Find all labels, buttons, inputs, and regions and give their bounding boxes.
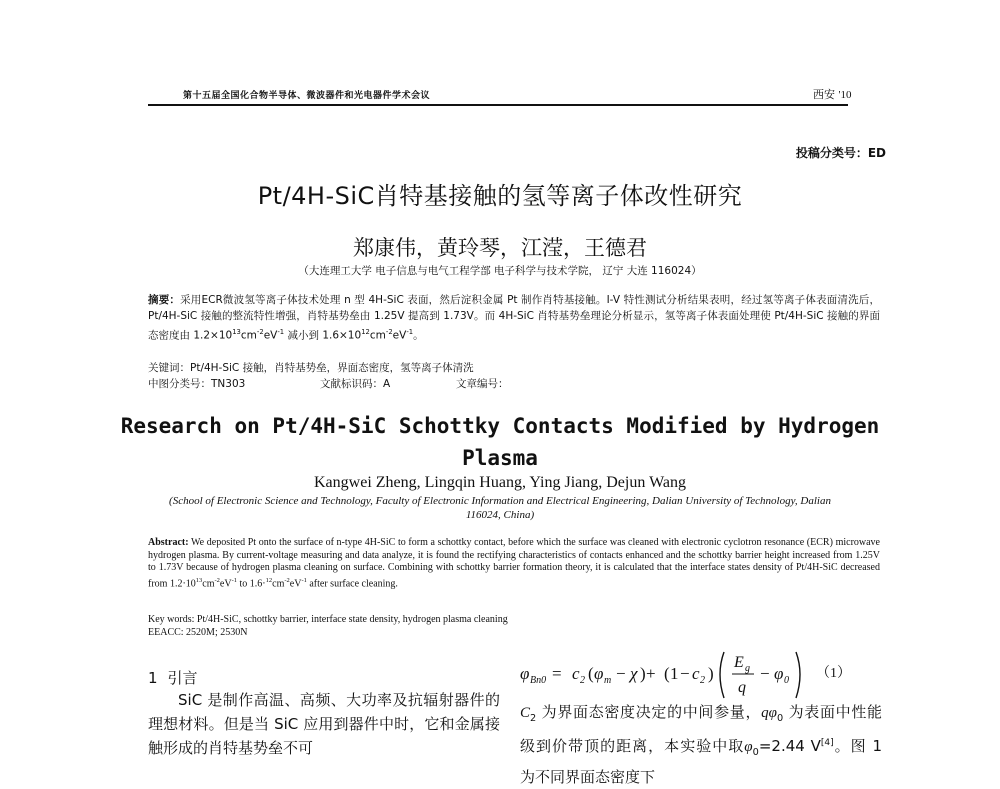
eq-big-paren-right bbox=[796, 652, 800, 698]
exp: -2 bbox=[256, 328, 264, 336]
unit: cm bbox=[272, 578, 285, 590]
unit: cm bbox=[240, 329, 257, 342]
eq-phi-m: φ bbox=[594, 664, 604, 683]
exp: 13 bbox=[232, 328, 241, 336]
header-divider bbox=[148, 104, 848, 106]
right-text: 为界面态密度决定的中间参量， bbox=[536, 703, 762, 721]
right-text: 为表面中性能级到价带顶的距离，本实验中取 bbox=[520, 703, 882, 755]
english-title-line1: Research on Pt/4H-SiC Schottky Contacts Modified by Hydrogen bbox=[120, 414, 880, 438]
qphi-sub: 0 bbox=[776, 713, 784, 724]
header-conference: 第十五届全国化合物半导体、微波器件和光电器件学术会议 bbox=[183, 91, 431, 101]
eq-minus: − bbox=[616, 664, 626, 683]
chinese-abstract bbox=[148, 292, 880, 344]
eq-number: （1） bbox=[816, 666, 851, 681]
exp: 12 bbox=[361, 328, 370, 336]
qphi-symbol: qφ bbox=[761, 705, 777, 721]
exp: -2 bbox=[385, 328, 393, 336]
exp: -2 bbox=[214, 576, 220, 584]
english-title-line2: Plasma bbox=[462, 446, 538, 470]
reference: [4] bbox=[820, 738, 834, 748]
eq-big-paren-left bbox=[720, 652, 724, 698]
section-heading bbox=[148, 667, 198, 688]
eq-chi: χ bbox=[630, 664, 638, 683]
eq-eg-sub: g bbox=[745, 663, 750, 674]
unit: eV bbox=[289, 578, 302, 590]
c2-sub: 2 bbox=[530, 713, 537, 724]
eq-lhs-sub: Bn0 bbox=[530, 675, 547, 686]
english-keywords-label: Key words: bbox=[148, 614, 195, 625]
phi0-sub: 0 bbox=[752, 747, 759, 758]
chinese-affiliation: （大连理工大学 电子信息与电气工程学部 电子科学与技术学院， 辽宁 大连 116024） bbox=[298, 265, 702, 277]
chinese-abstract-text: 采用ECR微波氢等离子体技术处理 n 型 4H-SiC 表面，然后淀积金属 Pt 制作肖特基接触。I-V 特性测试分析结果表明，经过氢等离子体表面清洗后，Pt/4H-SiC 接触的整流特性增强，肖特基势垒由 1.25V 提高到 1.73V。而 4H-SiC 肖特基势垒理论分析显示，氢等离子体表面处理使 Pt/4H-SiC 接触的界面态密度由 1.2×10 bbox=[148, 294, 881, 342]
eq-c: c bbox=[572, 664, 580, 683]
english-keywords bbox=[148, 614, 508, 627]
english-title bbox=[0, 410, 1000, 474]
eq-c2-sub: 2 bbox=[700, 675, 705, 686]
english-abstract-text: to 1.6· bbox=[237, 578, 266, 590]
eq-one: 1 bbox=[670, 664, 679, 683]
eq-lhs: φ bbox=[520, 664, 530, 683]
header-location-year bbox=[813, 86, 851, 102]
eq-minus: − bbox=[680, 664, 690, 683]
chinese-authors: 郑康伟，黄玲琴，江滢，王德君 bbox=[353, 236, 647, 260]
unit: cm bbox=[202, 578, 215, 590]
eeacc-codes: EEACC: 2520M; 2530N bbox=[148, 627, 248, 638]
introduction-paragraph bbox=[148, 688, 500, 760]
eq-phi-m-sub: m bbox=[604, 675, 612, 686]
eq-paren: ) bbox=[708, 664, 714, 683]
eq-plus: + bbox=[646, 664, 656, 683]
introduction-text: SiC 是制作高温、高频、大功率及抗辐射器件的理想材料。但是当 SiC 应用到器件中时，它和金属接触形成的肖特基势垒不可 bbox=[148, 691, 500, 757]
eq-minus: − bbox=[760, 664, 770, 683]
eq-paren: ( bbox=[664, 664, 670, 683]
eq-c-sub: 2 bbox=[580, 675, 585, 686]
header-year: '10 bbox=[838, 89, 852, 101]
eq-paren: ) bbox=[640, 664, 646, 683]
eq-c2: c bbox=[692, 664, 700, 683]
chinese-abstract-label: 摘要： bbox=[148, 294, 181, 306]
eq-paren: ( bbox=[588, 664, 594, 683]
unit: eV bbox=[392, 329, 407, 342]
exp: 12 bbox=[265, 576, 273, 584]
english-abstract-text: after surface cleaning. bbox=[306, 578, 398, 590]
english-abstract bbox=[148, 537, 880, 591]
classification-code: 投稿分类号：ED bbox=[795, 146, 886, 160]
exp: -1 bbox=[231, 576, 238, 584]
unit: cm bbox=[369, 329, 386, 342]
phi0-symbol: φ bbox=[744, 739, 753, 755]
header-location: 西安 bbox=[813, 88, 835, 101]
english-abstract-text: We deposited Pt onto the surface of n-type 4H-SiC to form a schottky contact, before which the surface was cleaned with electronic cyclotron resonance (ECR) microwave hydrogen plasma. By current-voltage measuring and data analyze, it is found the rectifying characteristics of contacts enhanced and the schottky barrier height increased from 1.25V to 1.73V because of hydrogen plasma cleaning on surface. Combining with schottky barrier formation theory, it is calculated that the interface states density of Pt/4H-SiC decreased from 1.2·10 bbox=[148, 537, 880, 590]
section-number: 1 bbox=[148, 669, 158, 687]
eq-equals: = bbox=[552, 664, 562, 683]
exp: 13 bbox=[195, 576, 203, 584]
document-code: 文献标识码：A bbox=[320, 378, 391, 390]
unit: eV bbox=[263, 329, 278, 342]
eq-phi0: φ bbox=[774, 664, 784, 683]
english-authors: Kangwei Zheng, Lingqin Huang, Ying Jiang, Dejun Wang bbox=[314, 474, 686, 491]
unit: eV bbox=[219, 578, 232, 590]
chinese-keywords-text: Pt/4H-SiC 接触，肖特基势垒，界面态密度，氢等离子体清洗 bbox=[190, 362, 474, 374]
exp: -1 bbox=[301, 576, 307, 584]
equation-1 bbox=[520, 646, 870, 702]
right-text: 。图 1 为不同界面态密度下 bbox=[520, 737, 883, 786]
exp: -1 bbox=[277, 328, 285, 336]
chinese-keywords bbox=[148, 360, 474, 376]
chinese-abstract-text: 减小到 1.6×10 bbox=[284, 329, 362, 342]
c2-symbol: C bbox=[520, 705, 531, 721]
right-text: =2.44 V bbox=[758, 737, 821, 755]
english-affiliation: (School of Electronic Science and Technology, Faculty of Electronic Information and Electrical Engineering, Dalian University of Technology, Dalian 116024, China) bbox=[169, 495, 831, 521]
exp: -1 bbox=[406, 328, 414, 336]
right-column-text bbox=[520, 700, 882, 789]
eq-phi0-sub: 0 bbox=[784, 675, 789, 686]
eq-q: q bbox=[738, 679, 746, 696]
chinese-title: Pt/4H-SiC肖特基接触的氢等离子体改性研究 bbox=[257, 182, 743, 210]
english-keywords-text: Pt/4H-SiC, schottky barrier, interface state density, hydrogen plasma cleaning bbox=[194, 614, 508, 625]
clc-number: 中图分类号：TN303 bbox=[148, 378, 246, 390]
exp: -2 bbox=[284, 576, 290, 584]
chinese-abstract-text: 。 bbox=[413, 329, 424, 342]
chinese-metadata bbox=[148, 376, 509, 391]
article-number: 文章编号： bbox=[456, 378, 509, 390]
english-abstract-label: Abstract: bbox=[148, 537, 189, 548]
chinese-keywords-label: 关键词： bbox=[148, 362, 190, 374]
section-title: 引言 bbox=[167, 669, 198, 687]
eq-eg: E bbox=[734, 654, 744, 671]
